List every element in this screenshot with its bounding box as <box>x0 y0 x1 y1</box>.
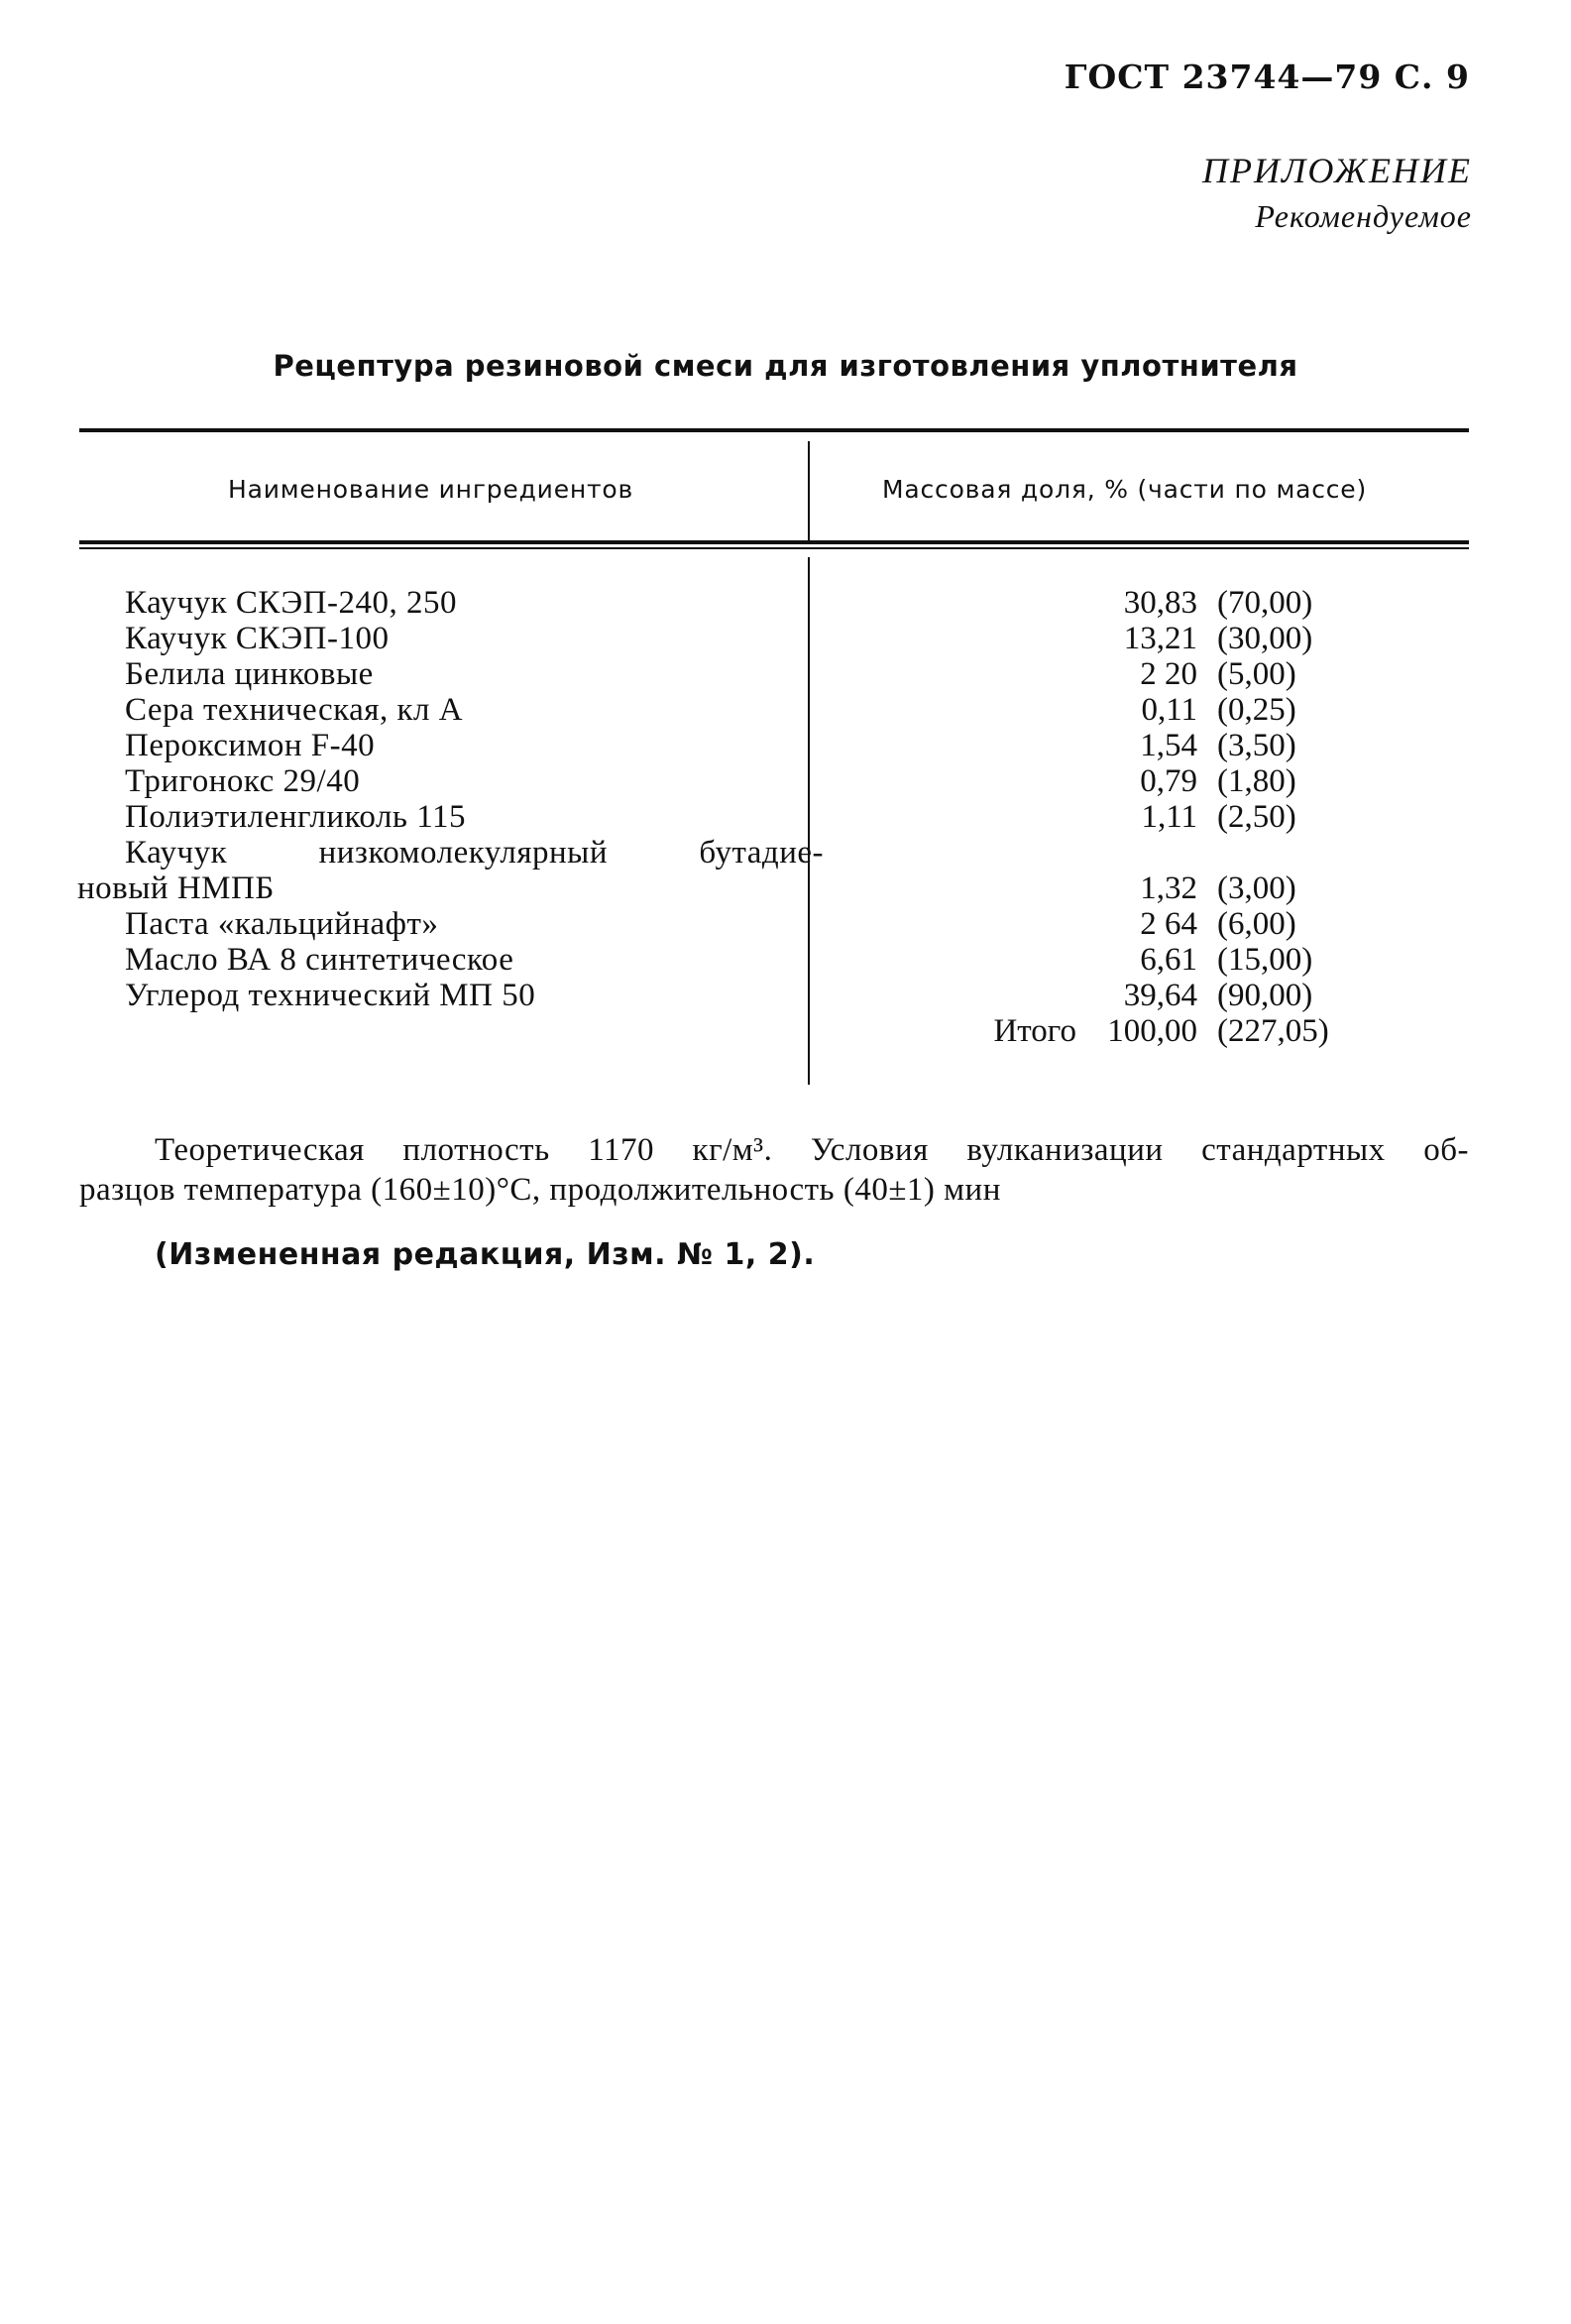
appendix-block <box>1202 147 1472 238</box>
note-line-1: Теоретическая плотность 1170 кг/м³. Условия вулканизации стандартных об- <box>155 1132 1469 1168</box>
ingredient-name: Белила цинковые <box>125 656 374 692</box>
table-header-rule <box>79 540 1469 544</box>
mass-percent: 1,32 <box>1140 871 1197 906</box>
mass-percent: 1,54 <box>1140 728 1197 763</box>
column-header-mass: Массовая доля, % (части по массе) <box>882 475 1368 504</box>
column-header-name: Наименование ингредиентов <box>228 475 634 504</box>
table-row <box>77 906 1336 942</box>
mass-percent: 6,61 <box>1140 942 1197 978</box>
ingredient-name: Каучук СКЭП-100 <box>125 621 390 656</box>
ingredient-name: Паста «кальцийнафт» <box>125 906 439 942</box>
mass-parts: (90,00) <box>1217 978 1313 1013</box>
total-parts: (227,05) <box>1217 1013 1329 1049</box>
appendix-subtitle: Рекомендуемое <box>1255 198 1472 234</box>
ingredient-name: Тригонокс 29/40 <box>125 763 361 799</box>
total-percent: 100,00 <box>1107 1013 1197 1049</box>
ingredient-name: Пероксимон F-40 <box>125 728 376 763</box>
table-row <box>77 799 1336 835</box>
table-row <box>77 871 1336 906</box>
table-body <box>77 585 1336 1049</box>
mass-percent: 0,79 <box>1140 763 1197 799</box>
note-line-2: разцов температура (160±10)°С, продолжительность (40±1) мин <box>79 1172 1001 1208</box>
total-label: Итого <box>993 1013 1076 1049</box>
ingredient-name: Каучук СКЭП-240, 250 <box>125 585 457 621</box>
table-row <box>77 728 1336 763</box>
table-row <box>77 621 1336 656</box>
mass-percent: 39,64 <box>1123 978 1197 1013</box>
mass-parts: (1,80) <box>1217 763 1296 799</box>
table-header-divider <box>808 441 810 540</box>
mass-percent: 2 20 <box>1140 656 1197 692</box>
ingredient-name: Масло ВА 8 синтетическое <box>125 942 514 978</box>
table-row <box>77 656 1336 692</box>
mass-percent: 13,21 <box>1123 621 1197 656</box>
mass-parts: (3,50) <box>1217 728 1296 763</box>
mass-parts: (0,25) <box>1217 692 1296 728</box>
table-header-rule-secondary <box>79 547 1469 549</box>
table-title: Рецептура резиновой смеси для изготовления уплотнителя <box>273 349 1298 383</box>
table-row <box>77 763 1336 799</box>
appendix-title: ПРИЛОЖЕНИЕ <box>1202 151 1472 190</box>
mass-parts: (5,00) <box>1217 656 1296 692</box>
table-row <box>77 978 1336 1013</box>
note-paragraph <box>79 1130 1469 1210</box>
mass-parts: (3,00) <box>1217 871 1296 906</box>
ingredient-name: Углерод технический МП 50 <box>125 978 536 1013</box>
mass-percent: 30,83 <box>1123 585 1197 621</box>
mass-percent: 2 64 <box>1140 906 1197 942</box>
mass-parts: (6,00) <box>1217 906 1296 942</box>
mass-percent: 0,11 <box>1141 692 1197 728</box>
ingredient-name: Полиэтиленгликоль 115 <box>125 799 466 835</box>
ingredient-name: Каучук низкомолекулярный бутадие- <box>125 835 824 871</box>
mass-parts: (70,00) <box>1217 585 1313 621</box>
mass-parts: (15,00) <box>1217 942 1313 978</box>
table-top-rule <box>79 428 1469 432</box>
table-row <box>77 942 1336 978</box>
amendment-note: (Измененная редакция, Изм. № 1, 2). <box>155 1237 816 1272</box>
ingredient-name: новый НМПБ <box>77 871 275 906</box>
mass-parts: (30,00) <box>1217 621 1313 656</box>
mass-parts: (2,50) <box>1217 799 1296 835</box>
table-row <box>77 692 1336 728</box>
table-total-row <box>77 1013 1336 1049</box>
mass-percent: 1,11 <box>1141 799 1197 835</box>
table-row <box>77 585 1336 621</box>
ingredient-name: Сера техническая, кл А <box>125 692 464 728</box>
table-row <box>77 835 1336 871</box>
page-header: ГОСТ 23744—79 С. 9 <box>1064 58 1470 96</box>
